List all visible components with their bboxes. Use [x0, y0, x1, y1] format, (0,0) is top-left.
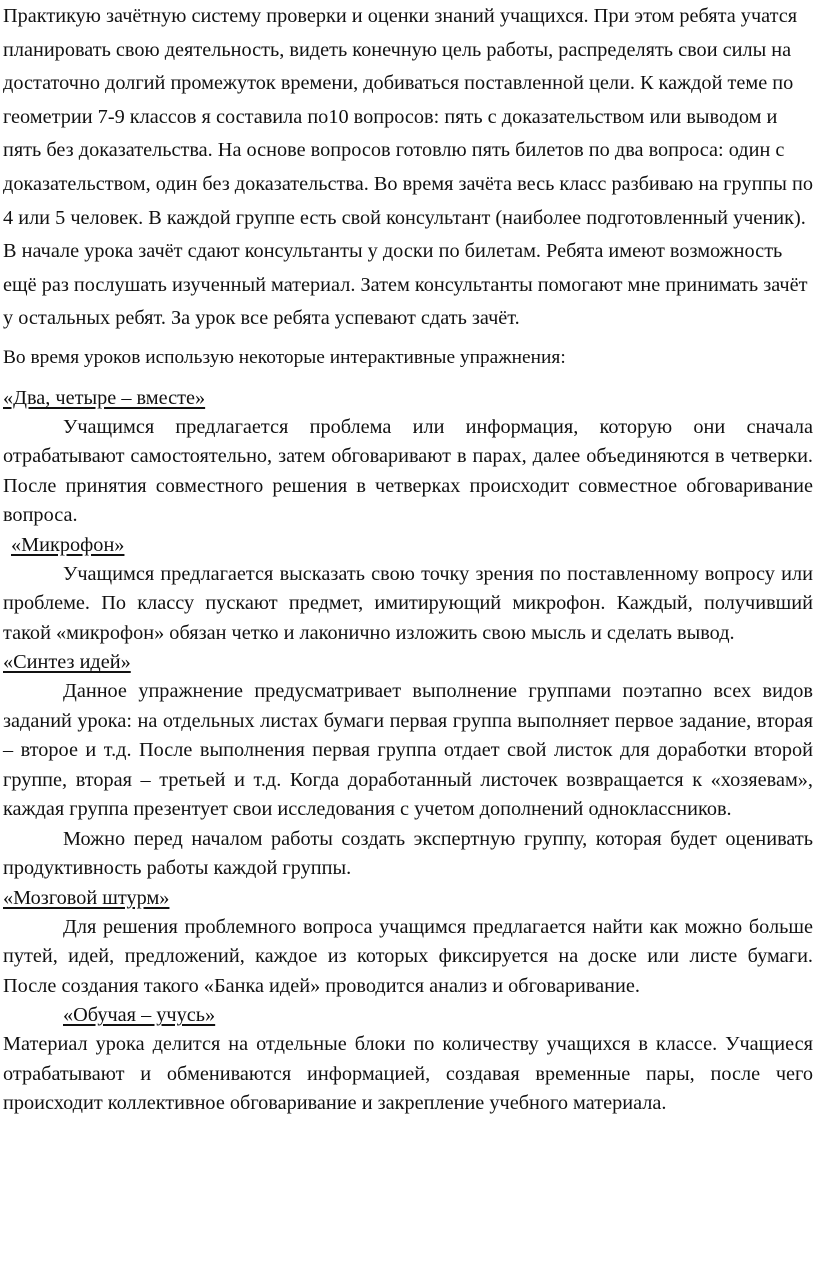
exercise-section-brainstorm	[3, 884, 813, 1002]
exercise-description: Можно перед началом работы создать экспертную группу, которая будет оценивать продуктивность работы каждой группы.	[3, 827, 813, 880]
exercise-description: Учащимся предлагается высказать свою точку зрения по поставленному вопросу или проблеме. По классу пускают предмет, имитирующий микрофон. Каждый, получивший такой «микрофон» обязан четко и лаконично изложить свою мысль и сделать вывод.	[3, 562, 813, 644]
exercise-description: Учащимся предлагается проблема или информация, которую они сначала отрабатывают самостоятельно, затем обговаривают в парах, далее объединяются в четверки. После принятия совместного решения в четверках происходит совместное обговаривание вопроса.	[3, 415, 813, 527]
exercise-title: «Микрофон»	[11, 533, 125, 556]
exercise-title: «Обучая – учусь»	[63, 1004, 216, 1027]
lead-sentence: Во время уроков использую некоторые интерактивные упражнения:	[3, 346, 566, 368]
exercise-description: Данное упражнение предусматривает выполнение группами поэтапно всех видов заданий урока: на отдельных листах бумаги первая группа выполняет первое задание, вторая – второе и т.д. После выполнения первая группа отдает свой листок для доработки второй группе, вторая – третьей и т.д. Когда доработанный листочек возвращается к «хозяевам», каждая группа презентует свои исследования с учетом дополнений одноклассников.	[3, 680, 813, 821]
exercise-section-teaching-learning	[3, 1001, 813, 1119]
document-page	[3, 0, 813, 1119]
exercise-title: «Синтез идей»	[3, 651, 131, 674]
exercise-description: Материал урока делится на отдельные блоки по количеству учащихся в классе. Учащиеся отрабатывают и обмениваются информацией, создавая временные пары, после чего происходит коллективное обговаривание и закрепление учебного материала.	[3, 1033, 813, 1115]
exercise-description: Для решения проблемного вопроса учащимся предлагается найти как можно больше путей, идей, предложений, каждое из которых фиксируется на доске или листе бумаги. После создания такого «Банка идей» проводится анализ и обговаривание.	[3, 915, 813, 997]
exercise-title: «Два, четыре – вместе»	[3, 386, 206, 409]
exercise-section-microphone	[3, 531, 813, 649]
exercise-section-two-four-together	[3, 384, 813, 531]
intro-paragraph: Практикую зачётную систему проверки и оценки знаний учащихся. При этом ребята учатся планировать свою деятельность, видеть конечную цель работы, распределять свои силы на достаточно долгий промежуток времени, добиваться поставленной цели. К каждой теме по геометрии 7-9 классов я составила по10 вопросов: пять с доказательством или выводом и пять без доказательства. На основе вопросов готовлю пять билетов по два вопроса: один с доказательством, один без доказательства. Во время зачёта весь класс разбиваю на группы по 4 или 5 человек. В каждой группе есть свой консультант (наиболее подготовленный ученик). В начале урока зачёт сдают консультанты у доски по билетам. Ребята имеют возможность ещё раз послушать изученный материал. Затем консультанты помогают мне принимать зачёт у остальных ребят. За урок все ребята успевают сдать зачёт.	[3, 5, 813, 330]
exercise-title: «Мозговой штурм»	[3, 886, 170, 909]
exercise-section-idea-synthesis	[3, 648, 813, 884]
